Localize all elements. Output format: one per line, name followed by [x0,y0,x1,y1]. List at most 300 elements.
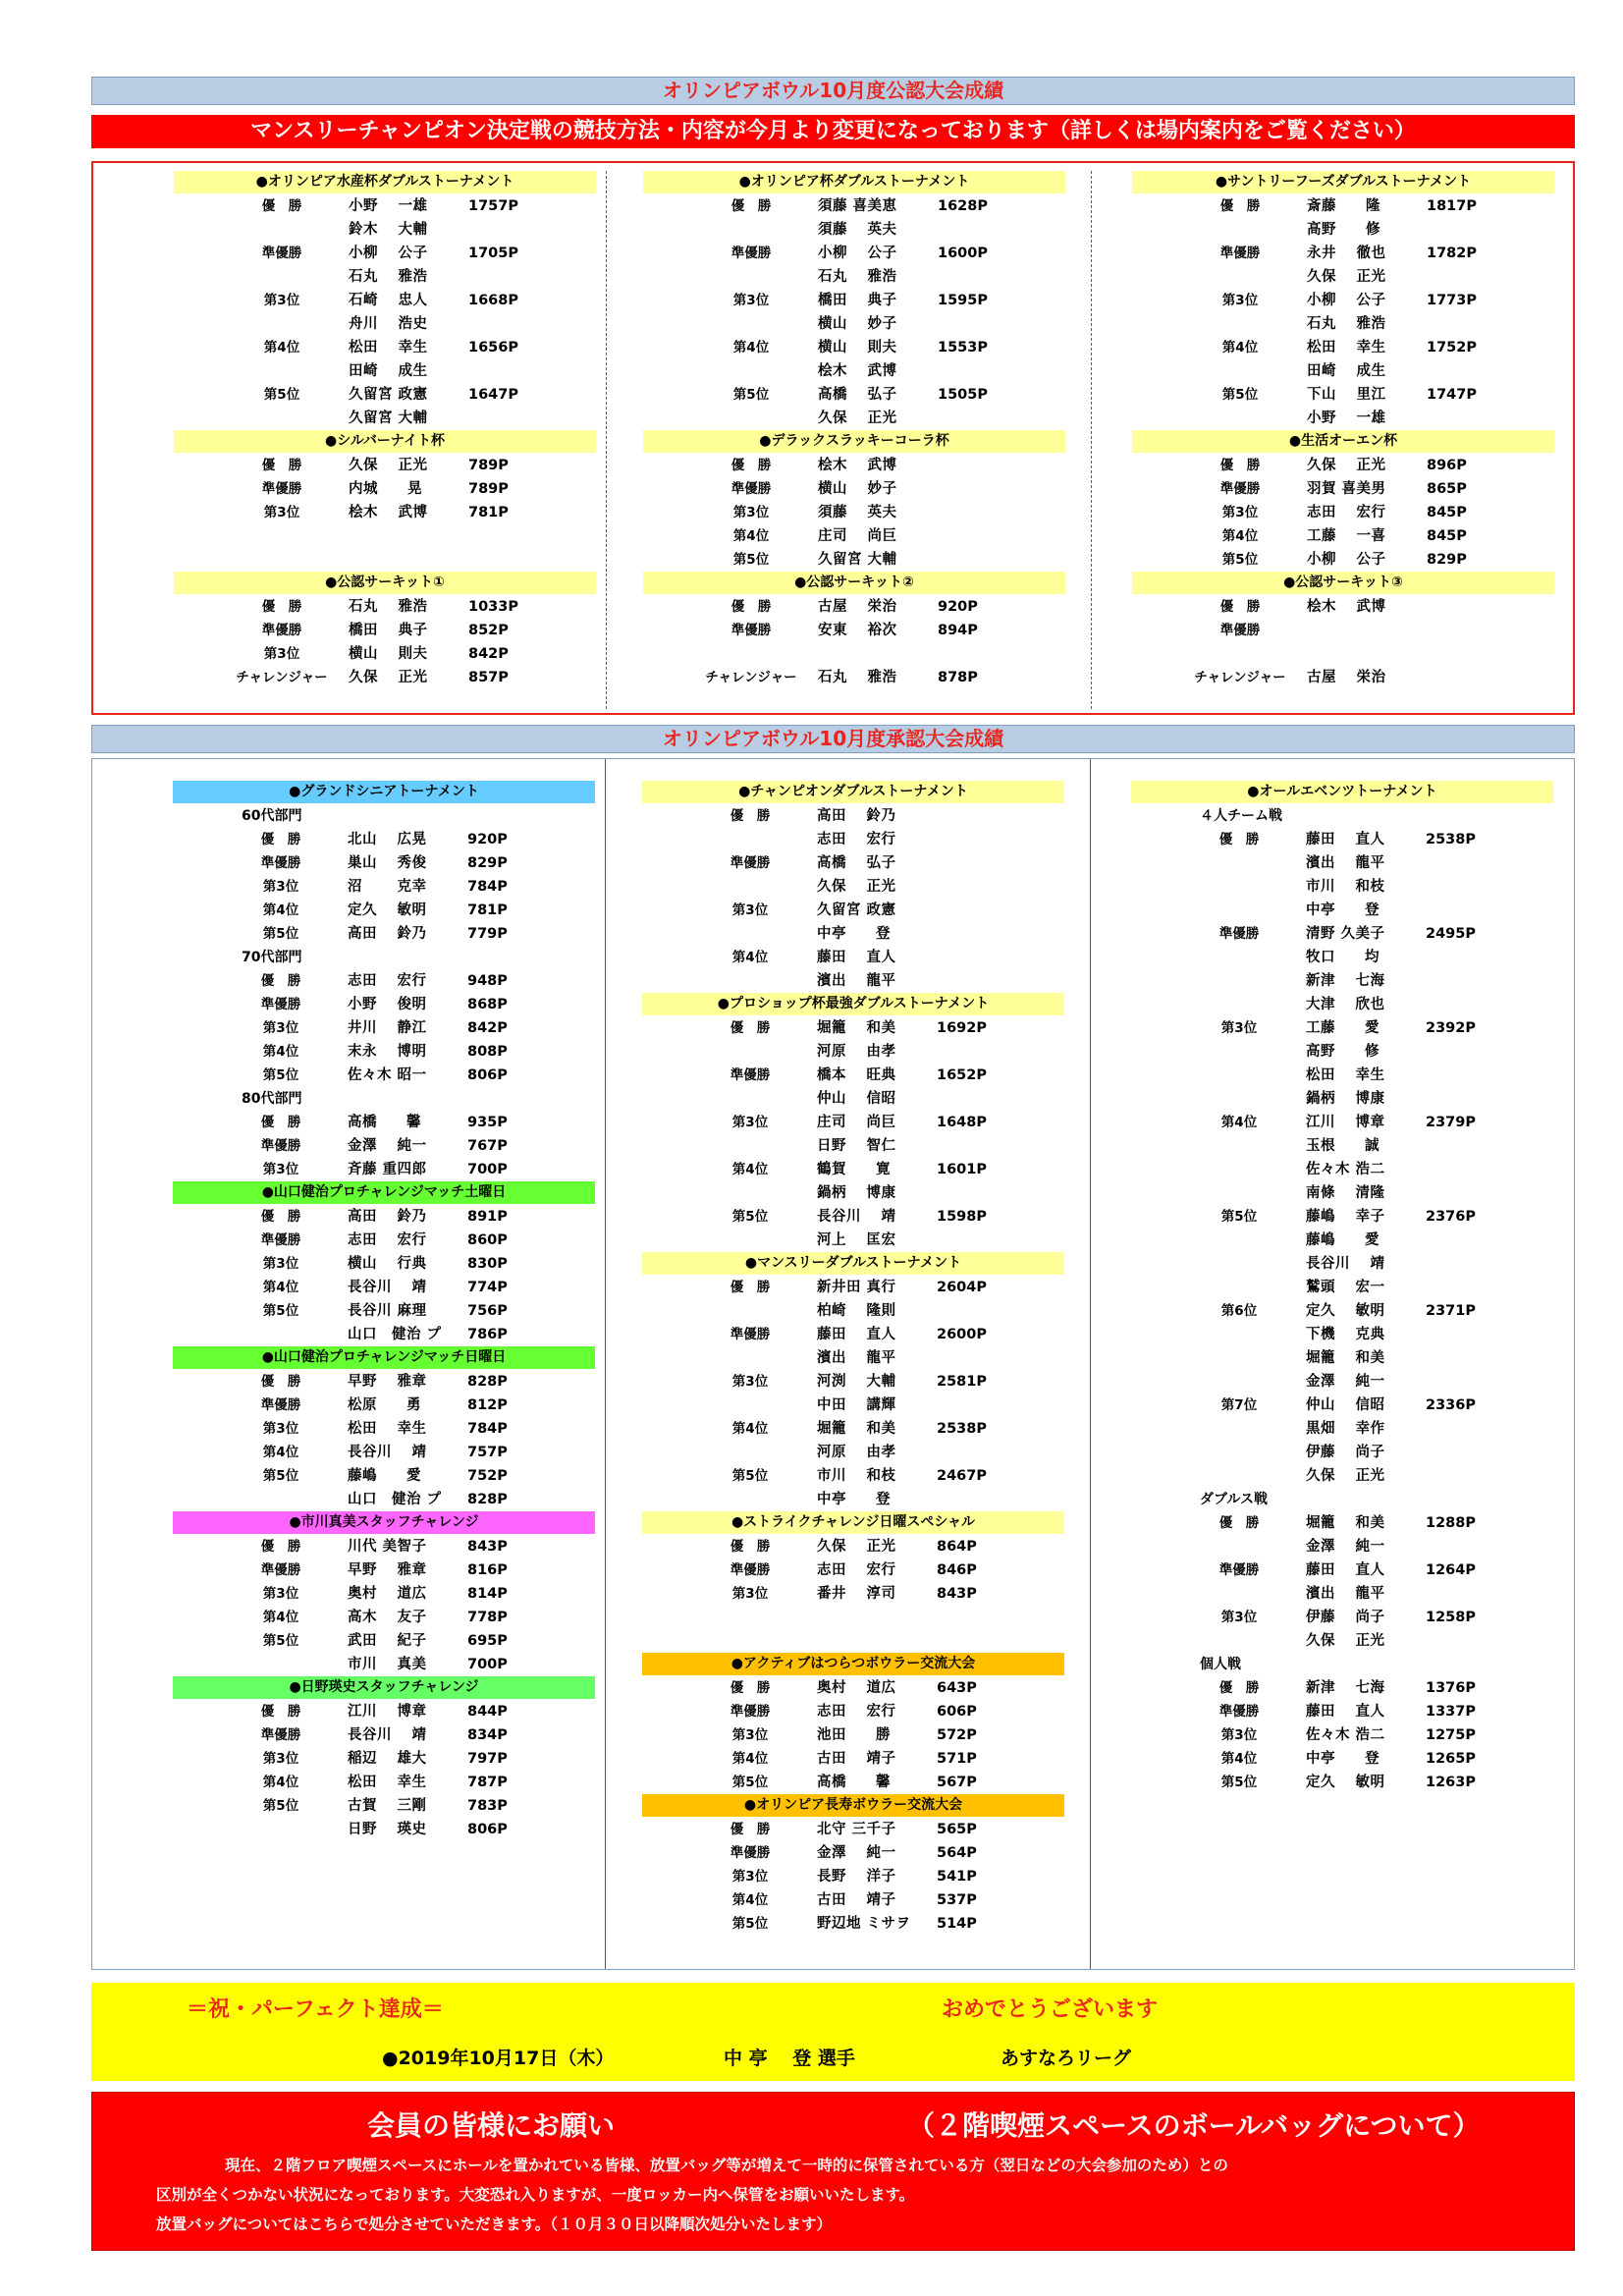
section-title: ●アクティブはつらつボウラー交流大会 [642,1653,1064,1675]
result-row [642,1417,1064,1441]
result-row [173,1606,595,1629]
player-name: 羽賀 喜美男 [1307,481,1386,497]
placement: 準優勝 [260,1727,301,1743]
result-row [642,1700,1064,1723]
result-row [1132,218,1554,242]
placement: 第3位 [263,505,300,520]
placement: 準優勝 [261,246,302,261]
placement: 準優勝 [1219,246,1261,261]
result-row [642,828,1064,851]
result-row [1131,1276,1553,1299]
placement: 優 勝 [730,808,771,824]
player-name: 高橋 馨 [348,1115,421,1130]
player-name: 志田 宏行 [817,1704,896,1720]
player-name: 久保 正光 [1307,458,1386,473]
player-name: 久保 正光 [817,879,896,895]
placement: 第5位 [732,552,770,568]
player-name: 高橋 弘子 [817,855,896,871]
placement: 第4位 [732,340,770,355]
approved-results-title: オリンピアボウル10月度承認大会成績 [91,725,1575,753]
result-row [174,454,596,477]
score: 896P [1427,458,1467,473]
placement: 準優勝 [260,1138,301,1154]
column-divider [1091,171,1092,709]
player-name: 伊藤 尚子 [1306,1610,1385,1625]
player-name: 須藤 英夫 [818,222,897,238]
result-row [173,1252,595,1276]
player-name: 川代 美智子 [348,1539,427,1555]
placement: 第3位 [732,293,770,308]
player-name: 長谷川 靖 [1306,1256,1385,1272]
result-row [173,969,595,993]
score: 935P [467,1115,508,1130]
player-name: 日野 智仁 [817,1138,896,1154]
section-title: ●オールエベンツトーナメント [1131,781,1553,803]
result-row [642,1912,1064,1936]
score: 812P [467,1397,508,1413]
player-name: 志田 宏行 [348,973,427,989]
placement: 第4位 [262,1445,299,1460]
format-change-notice: マンスリーチャンピオン決定戦の競技方法・内容が今月より変更になっております（詳しくは場内案内をご覧ください） [91,115,1575,148]
player-name: 須藤 英夫 [818,505,897,520]
result-row [1131,1464,1553,1488]
placement: 優 勝 [260,1374,301,1390]
player-name: 濱出 龍平 [1306,1586,1385,1602]
score: 1505P [938,387,988,403]
notice-title: 会員の皆様にお願い [367,2109,616,2142]
score: 789P [468,458,509,473]
player-name: 鶴賀 寛 [817,1162,891,1177]
result-row [642,1394,1064,1417]
player-name: 定久 敏明 [1306,1775,1385,1790]
placement: 準優勝 [1218,1562,1260,1578]
score: 1656P [468,340,518,355]
score: 2371P [1426,1303,1476,1319]
placement: 第5位 [731,1775,769,1790]
placement: 準優勝 [1219,623,1261,638]
player-name: 奥村 道広 [348,1586,427,1602]
approved-column-3 [1131,781,1553,1794]
score: 514P [937,1916,977,1932]
player-name: 久保 正光 [1307,269,1386,285]
player-name: 小野 一雄 [1307,410,1386,426]
placement: 第3位 [1220,1727,1258,1743]
player-name: 金澤 純一 [817,1845,896,1861]
player-name: 横山 則夫 [818,340,897,355]
result-row [1132,407,1554,430]
placement: 準優勝 [261,623,302,638]
score: 1258P [1426,1610,1476,1625]
player-name: 高田 鈴乃 [348,926,427,942]
player-name: 古屋 栄治 [818,599,897,615]
result-row [1131,1323,1553,1346]
player-name: 内城 晃 [349,481,422,497]
result-row [173,851,595,875]
score: 864P [937,1539,977,1555]
placement: 優 勝 [1218,1680,1260,1696]
score: 816P [467,1562,508,1578]
placement: 第3位 [1221,293,1259,308]
result-row [174,407,596,430]
section-title: ●オリンピア長寿ボウラー交流大会 [642,1794,1064,1817]
placement: チャレンジャー [1194,670,1286,685]
division-label: 70代部門 [242,950,302,965]
score: 781P [467,902,508,918]
result-row [643,642,1065,666]
score: 1275P [1426,1727,1476,1743]
placement: 準優勝 [730,623,772,638]
result-row [174,383,596,407]
placement: 第3位 [262,1586,299,1602]
score: 1601P [937,1162,987,1177]
player-name: 久保 正光 [1306,1468,1385,1484]
player-name: 長谷川 靖 [348,1445,427,1460]
player-name: 田崎 成生 [1307,363,1386,379]
result-row [173,1747,595,1771]
result-row [1131,828,1553,851]
player-name: 日野 瑛史 [348,1822,427,1837]
placement: 第3位 [262,1020,299,1036]
placement: 優 勝 [261,458,302,473]
column-divider [1090,759,1091,1969]
player-name: 小野 一雄 [349,198,428,214]
score: 2581P [937,1374,987,1390]
player-name: 堀籠 和美 [1306,1515,1385,1531]
score: 1747P [1427,387,1477,403]
score: 878P [938,670,978,685]
result-row [642,1181,1064,1205]
player-name: 山口 健治 プ [348,1327,442,1342]
result-row [1131,1394,1553,1417]
result-row [1131,1370,1553,1394]
section-title: ●チャンピオンダブルストーナメント [642,781,1064,803]
result-row [174,265,596,289]
result-row [1132,501,1554,524]
result-row [643,454,1065,477]
placement: 第3位 [262,1751,299,1767]
placement: 優 勝 [261,198,302,214]
player-name: 井川 静江 [348,1020,427,1036]
placement: 準優勝 [1218,926,1260,942]
score: 1692P [937,1020,987,1036]
player-name: 金澤 純一 [1306,1539,1385,1555]
score: 1757P [468,198,518,214]
result-row [1131,1723,1553,1747]
score: 865P [1427,481,1467,497]
result-row [642,804,1064,828]
placement: 第5位 [1221,387,1259,403]
placement: 第4位 [731,1892,769,1908]
section-title: ●グランドシニアトーナメント [173,781,595,803]
result-row [173,1016,595,1040]
result-row [173,1299,595,1323]
player-name: 桧木 武博 [818,363,897,379]
result-row [174,359,596,383]
result-row [174,595,596,619]
placement: 第5位 [732,387,770,403]
placement: 優 勝 [730,458,772,473]
score: 789P [468,481,509,497]
player-name: 新井田 真行 [817,1280,896,1295]
placement: 第4位 [731,950,769,965]
player-name: 佐々木 浩二 [1306,1727,1385,1743]
result-row [173,1111,595,1134]
player-name: 高田 鈴乃 [817,808,896,824]
placement: 優 勝 [730,198,772,214]
player-name: 濱出 龍平 [817,973,896,989]
player-name: 永井 徹也 [1307,246,1386,261]
placement: 第3位 [731,1727,769,1743]
section-title: ●生活オーエン杯 [1132,430,1554,453]
player-name: 舟川 浩史 [349,316,428,332]
score: 891P [467,1209,508,1225]
player-name: 市川 真美 [348,1657,427,1672]
result-row [642,875,1064,899]
player-name: 古田 靖子 [817,1892,896,1908]
player-name: 須藤 喜美恵 [818,198,897,214]
result-row [643,312,1065,336]
placement: 優 勝 [1218,1515,1260,1531]
player-name: 山口 健治 プ [348,1492,442,1507]
score: 852P [468,623,509,638]
placement: 第5位 [262,1798,299,1814]
player-name: 佐々木 昭一 [348,1067,427,1083]
score: 894P [938,623,978,638]
perfect-league: あすなろリーグ [1001,2048,1132,2069]
player-name: 藤嶋 愛 [1306,1232,1380,1248]
placement: チャレンジャー [705,670,797,685]
official-column-2 [643,171,1065,689]
player-name: 斎藤 隆 [1307,198,1380,214]
result-row [1131,1134,1553,1158]
placement: 第3位 [262,879,299,895]
result-row [642,1535,1064,1558]
score: 845P [1427,528,1467,544]
result-row [173,1323,595,1346]
placement: 第3位 [1220,1020,1258,1036]
result-row [174,666,596,689]
section-title: ●公認サーキット① [174,572,596,594]
score: 2538P [1426,832,1476,847]
score: 1265P [1426,1751,1476,1767]
result-row [642,1134,1064,1158]
player-name: 久留宮 大輔 [818,552,897,568]
section-title: ●マンスリーダブルストーナメント [642,1252,1064,1275]
result-row [174,477,596,501]
perfect-player: 中 亭 登 選手 [724,2048,855,2069]
result-row [643,218,1065,242]
result-row [1131,1629,1553,1653]
placement: 準優勝 [1219,481,1261,497]
result-row [642,1158,1064,1181]
result-row [173,828,595,851]
placement: 第5位 [731,1468,769,1484]
player-name: 河渕 大輔 [817,1374,896,1390]
result-row [1131,1606,1553,1629]
player-name: 小柳 公子 [1307,552,1386,568]
score: 2392P [1426,1020,1476,1036]
result-row [643,548,1065,572]
placement: 第4位 [262,1610,299,1625]
player-name: 武田 紀子 [348,1633,427,1649]
result-row [1131,1111,1553,1134]
result-row [642,1040,1064,1064]
result-row [174,289,596,312]
player-name: 玉根 誠 [1306,1138,1380,1154]
section-title: ●山口健治プロチャレンジマッチ日曜日 [173,1346,595,1369]
placement: 第4位 [1220,1751,1258,1767]
player-name: 鷲頭 宏一 [1306,1280,1385,1295]
score: 808P [467,1044,508,1060]
placement: 優 勝 [260,1539,301,1555]
score: 797P [467,1751,508,1767]
placement: 第5位 [1220,1775,1258,1790]
player-name: 堀籠 和美 [817,1020,896,1036]
result-row [1132,666,1554,689]
result-row [1131,1441,1553,1464]
result-row [1132,548,1554,572]
score: 781P [468,505,509,520]
player-name: 安東 裕次 [818,623,897,638]
placement: 第3位 [731,1374,769,1390]
division-label: 60代部門 [242,808,302,824]
placement: 第5位 [262,1633,299,1649]
result-row [173,1794,595,1818]
placement: 優 勝 [730,1680,771,1696]
player-name: 松田 幸生 [348,1421,427,1437]
player-name: 濱出 龍平 [817,1350,896,1366]
result-row [642,899,1064,922]
result-row [173,1629,595,1653]
result-row [173,1700,595,1723]
player-name: 松原 勇 [348,1397,421,1413]
result-row [1131,1087,1553,1111]
player-name: 中亭 登 [817,926,891,942]
player-name: 佐々木 浩二 [1306,1162,1385,1177]
player-name: 江川 博章 [1306,1115,1385,1130]
player-name: 石崎 忠人 [349,293,428,308]
placement: 準優勝 [730,1562,771,1578]
player-name: 志田 宏行 [817,1562,896,1578]
placement: 優 勝 [730,599,772,615]
player-name: 新津 七海 [1306,973,1385,989]
placement: 第4位 [731,1751,769,1767]
player-name: 野辺地 ミサヲ [817,1916,911,1932]
score: 2495P [1426,926,1476,942]
score: 541P [937,1869,977,1885]
result-row [642,1111,1064,1134]
result-row [642,1865,1064,1888]
score: 783P [467,1798,508,1814]
result-row [642,1441,1064,1464]
placement: 第7位 [1220,1397,1258,1413]
score: 2604P [937,1280,987,1295]
perfect-congrats: おめでとうございます [942,1997,1159,2022]
placement: 第4位 [1221,528,1259,544]
placement: 第5位 [262,926,299,942]
result-row [642,946,1064,969]
player-name: 長谷川 麻理 [348,1303,427,1319]
section-title: ●日野瑛史スタッフチャレンジ [173,1676,595,1699]
score: 857P [468,670,509,685]
section-title: ●デラックスラッキーコーラ杯 [643,430,1065,453]
placement: 第4位 [262,1044,299,1060]
player-name: 横山 則夫 [349,646,428,662]
score: 752P [467,1468,508,1484]
result-row [642,1229,1064,1252]
result-row [173,993,595,1016]
player-name: 横山 行典 [348,1256,427,1272]
placement: 準優勝 [261,481,302,497]
placement: 第3位 [1220,1610,1258,1625]
score: 643P [937,1680,977,1696]
player-name: 工藤 愛 [1306,1020,1380,1036]
result-row [642,1771,1064,1794]
player-name: 濱出 龍平 [1306,855,1385,871]
result-row [1131,899,1553,922]
player-name: 中亭 登 [1306,1751,1380,1767]
result-row [173,1653,595,1676]
score: 1652P [937,1067,987,1083]
score: 2379P [1426,1115,1476,1130]
player-name: 中亭 登 [817,1492,891,1507]
result-row [1131,875,1553,899]
placement: 準優勝 [730,1704,771,1720]
section-title: ●オリンピア水産杯ダブルストーナメント [174,171,596,193]
player-name: 松田 幸生 [1306,1067,1385,1083]
player-name: 志田 宏行 [817,832,896,847]
result-row [174,312,596,336]
result-row [1132,242,1554,265]
score: 784P [467,1421,508,1437]
result-row [1132,454,1554,477]
score: 757P [467,1445,508,1460]
player-name: 高野 修 [1307,222,1380,238]
result-row [1132,524,1554,548]
player-name: 松田 幸生 [348,1775,427,1790]
placement: 第4位 [1221,340,1259,355]
player-name: 田崎 成生 [349,363,428,379]
result-row [173,1464,595,1488]
player-name: 中田 講輝 [817,1397,896,1413]
placement: 準優勝 [730,246,772,261]
placement: 準優勝 [730,481,772,497]
player-name: 小野 俊明 [348,997,427,1012]
result-row [1131,1582,1553,1606]
score: 1648P [937,1115,987,1130]
player-name: 石丸 雅浩 [818,670,897,685]
column-divider [606,171,607,709]
player-name: 長谷川 靖 [817,1209,896,1225]
player-name: 古賀 三剛 [348,1798,427,1814]
placement: 第5位 [262,1303,299,1319]
result-row [1131,1205,1553,1229]
result-row [642,922,1064,946]
placement: 第4位 [731,1421,769,1437]
placement: 第3位 [262,1162,299,1177]
player-name: 久留宮 政憲 [349,387,428,403]
section-title: ●公認サーキット② [643,572,1065,594]
score: 814P [467,1586,508,1602]
score: 842P [468,646,509,662]
score: 948P [467,973,508,989]
result-row [1132,477,1554,501]
placement: 優 勝 [730,1020,771,1036]
player-name: 石丸 雅浩 [818,269,897,285]
player-name: 橋田 典子 [818,293,897,308]
result-row [174,242,596,265]
result-row [173,1394,595,1417]
